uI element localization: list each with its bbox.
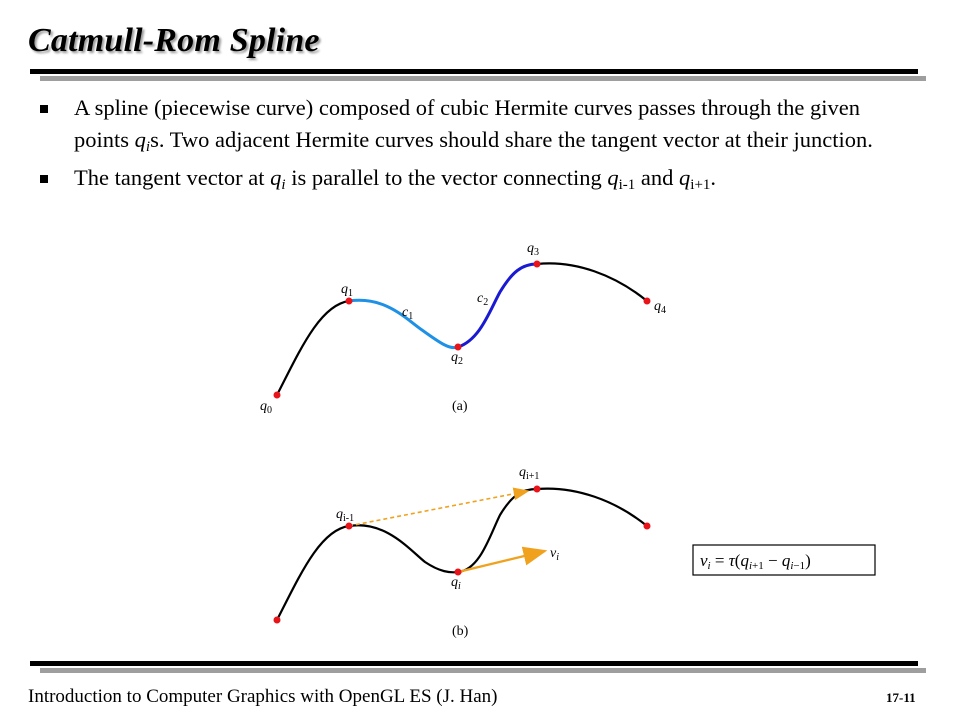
label-q2: $q_2$: [451, 350, 463, 367]
svg-text:vi = τ(qi+1 − qi−1): vi = τ(qi+1 − qi−1): [700, 551, 811, 572]
curve-b: [277, 489, 647, 620]
math-sub: i+1: [690, 177, 711, 193]
bullet-text: .: [710, 165, 717, 190]
label-c1: $c_1$: [402, 305, 414, 322]
bullet-text: The tangent vector at: [74, 165, 271, 190]
title-rule-black: [30, 69, 918, 74]
math-q: q: [270, 165, 282, 190]
label-q-next: $q_{i+1}$: [519, 465, 540, 482]
bullet-square-icon: [40, 175, 48, 183]
bullet-text: s. Two adjacent Hermite curves should share the tangent vector at their junction.: [150, 127, 873, 152]
figure-a: [260, 241, 666, 416]
point-q4: [644, 298, 651, 305]
point-q3: [534, 261, 541, 268]
point-b-end: [644, 523, 651, 530]
label-q3: $q_3$: [527, 241, 539, 258]
page-number: 17-11: [886, 690, 916, 705]
tangent-vector: [458, 551, 545, 572]
point-b-start: [274, 617, 281, 624]
spline-figure: [250, 238, 890, 648]
bullet-item: [36, 92, 916, 156]
label-v-i: $v_i$: [550, 546, 559, 563]
label-q0: $q_0$: [260, 399, 272, 416]
label-c2: $c_2$: [477, 291, 489, 308]
bullet-item: [36, 162, 916, 194]
curve-q0-q1: [277, 301, 349, 395]
label-q1: $q_1$: [341, 282, 353, 299]
title-rule-gray: [40, 76, 926, 81]
bullet-square-icon: [40, 105, 48, 113]
math-sub: i: [145, 139, 151, 155]
bullet-text: and: [635, 165, 680, 190]
dashed-connector: [349, 491, 528, 526]
footer-text: Introduction to Computer Graphics with OpenGL ES (J. Han): [28, 686, 498, 707]
bullet-list: [36, 92, 916, 200]
caption-a: (a): [452, 399, 468, 414]
formula-box: [693, 545, 875, 575]
caption-b: (b): [452, 624, 469, 639]
math-q: q: [607, 165, 619, 190]
math-sub: i-1: [618, 177, 636, 193]
slide-title: Catmull-Rom Spline: [28, 22, 320, 59]
point-q-next: [534, 486, 541, 493]
curve-q3-q4: [537, 263, 647, 301]
label-q-i: $q_i$: [451, 575, 461, 592]
point-q0: [274, 392, 281, 399]
footer-rule-gray: [40, 668, 926, 673]
footer-rule-black: [30, 661, 918, 666]
math-sub: i: [281, 177, 286, 193]
label-q-prev: $q_{i-1}$: [336, 507, 355, 524]
math-q: q: [679, 165, 691, 190]
label-q4: $q_4$: [654, 299, 666, 316]
curve-c2: [458, 264, 537, 347]
bullet-text: is parallel to the vector connecting: [285, 165, 608, 190]
math-q: q: [134, 127, 146, 152]
figure-b: [274, 465, 876, 639]
bullet-text: A spline (piecewise curve) composed of cubic Hermite curves passes through the given points: [74, 95, 861, 152]
